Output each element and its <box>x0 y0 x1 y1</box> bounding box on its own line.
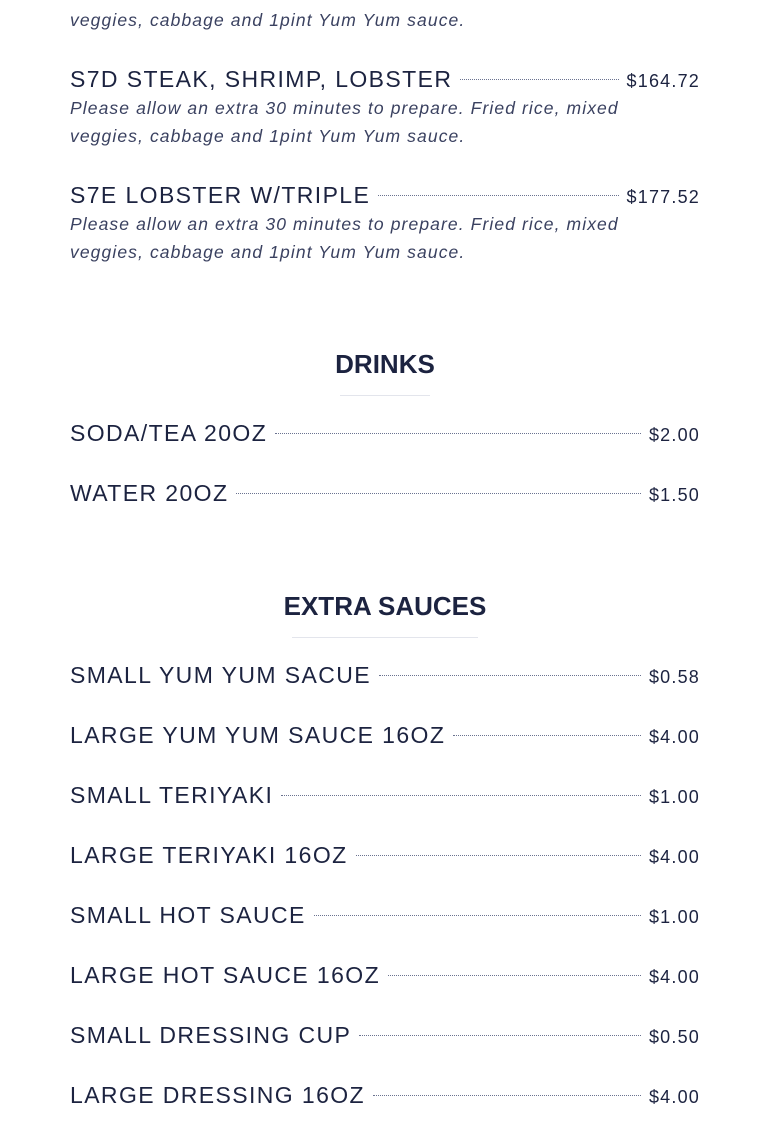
item-price: $1.00 <box>648 787 700 807</box>
menu-item-small-yum-yum[interactable] <box>70 659 700 691</box>
section-title-drinks: DRINKS <box>335 349 435 379</box>
menu-item-large-hot-sauce[interactable] <box>70 959 700 991</box>
menu-item-soda-tea[interactable] <box>70 417 700 449</box>
dotted-leader <box>379 675 641 676</box>
menu-item-large-yum-yum[interactable] <box>70 719 700 751</box>
dotted-leader <box>236 493 641 494</box>
dotted-leader <box>378 195 618 196</box>
item-description <box>70 94 670 150</box>
item-price: $0.58 <box>648 667 700 687</box>
item-name: LARGE YUM YUM SAUCE 16OZ <box>70 722 446 748</box>
item-name: WATER 20OZ <box>70 480 229 506</box>
item-name: SMALL DRESSING CUP <box>70 1022 352 1048</box>
item-description-line: Please allow an extra 30 minutes to prepare. Fried rice, mixed <box>70 214 619 234</box>
dotted-leader <box>460 79 618 80</box>
menu-item-water[interactable] <box>70 477 700 509</box>
item-price: $1.00 <box>648 907 700 927</box>
menu-item-s7e[interactable] <box>70 179 700 211</box>
item-price: $2.00 <box>648 425 700 445</box>
item-description-line: veggies, cabbage and 1pint Yum Yum sauce. <box>70 242 466 262</box>
item-name: LARGE DRESSING 16OZ <box>70 1082 366 1108</box>
item-name: SMALL TERIYAKI <box>70 782 274 808</box>
menu-item-large-teriyaki[interactable] <box>70 839 700 871</box>
dotted-leader <box>373 1095 641 1096</box>
item-price: $177.52 <box>626 187 700 207</box>
menu-item-small-hot-sauce[interactable] <box>70 899 700 931</box>
item-price: $4.00 <box>648 727 700 747</box>
dotted-leader <box>356 855 641 856</box>
item-price: $4.00 <box>648 1087 700 1107</box>
item-name: LARGE HOT SAUCE 16OZ <box>70 962 381 988</box>
dotted-leader <box>281 795 641 796</box>
item-price: $4.00 <box>648 967 700 987</box>
item-name: SODA/TEA 20OZ <box>70 420 268 446</box>
section-divider <box>340 395 430 396</box>
item-price: $4.00 <box>648 847 700 867</box>
section-title-extra-sauces: EXTRA SAUCES <box>283 591 487 621</box>
item-description-line: Please allow an extra 30 minutes to prepare. Fried rice, mixed <box>70 98 619 118</box>
item-price: $0.50 <box>648 1027 700 1047</box>
menu-item-small-dressing[interactable] <box>70 1019 700 1051</box>
item-name: LARGE TERIYAKI 16OZ <box>70 842 348 868</box>
item-name: S7D STEAK, SHRIMP, LOBSTER <box>70 66 453 92</box>
menu-item-s7d[interactable] <box>70 63 700 95</box>
dotted-leader <box>275 433 641 434</box>
dotted-leader <box>453 735 641 736</box>
item-description-fragment: veggies, cabbage and 1pint Yum Yum sauce. <box>70 10 466 30</box>
item-name: SMALL YUM YUM SACUE <box>70 662 371 688</box>
dotted-leader <box>314 915 641 916</box>
dotted-leader <box>388 975 641 976</box>
menu-item-small-teriyaki[interactable] <box>70 779 700 811</box>
item-description <box>70 210 670 266</box>
item-name: S7E LOBSTER W/TRIPLE <box>70 182 371 208</box>
item-description-line: veggies, cabbage and 1pint Yum Yum sauce. <box>70 126 466 146</box>
item-price: $1.50 <box>648 485 700 505</box>
section-divider <box>292 637 478 638</box>
dotted-leader <box>359 1035 641 1036</box>
menu-item-large-dressing[interactable] <box>70 1079 700 1111</box>
item-name: SMALL HOT SAUCE <box>70 902 306 928</box>
item-price: $164.72 <box>626 71 700 91</box>
